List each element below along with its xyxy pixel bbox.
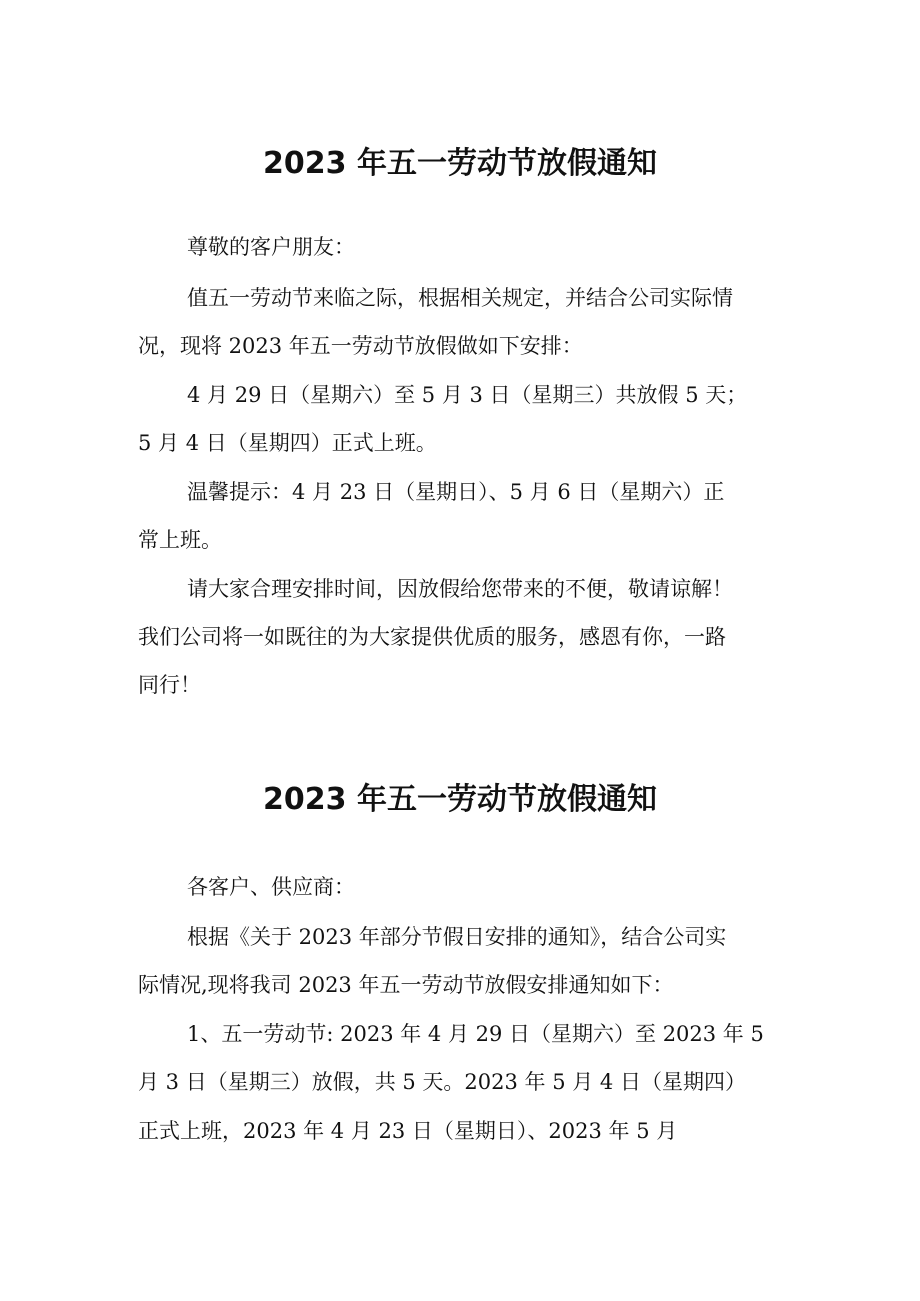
notice-2-title: 2023 年五一劳动节放假通知: [263, 782, 657, 817]
notice-1-title: 2023 年五一劳动节放假通知: [263, 146, 657, 181]
notice-1-line: 4 月 29 日（星期六）至 5 月 3 日（星期三）共放假 5 天；: [187, 383, 748, 407]
notice-2-line: 月 3 日（星期三）放假，共 5 天。2023 年 5 月 4 日（星期四）: [138, 1070, 746, 1094]
notice-1-line: 请大家合理安排时间，因放假给您带来的不便，敬请谅解！: [187, 577, 733, 601]
notice-1-salutation: 尊敬的客户朋友：: [187, 235, 355, 259]
notice-2-line: 根据《关于 2023 年部分节假日安排的通知》，结合公司实: [187, 925, 727, 949]
notice-2-line: 际情况,现将我司 2023 年五一劳动节放假安排通知如下：: [138, 973, 674, 997]
notice-1-line: 我们公司将一如既往的为大家提供优质的服务，感恩有你，一路: [138, 625, 726, 649]
notice-1-line: 值五一劳动节来临之际，根据相关规定，并结合公司实际情: [187, 286, 733, 310]
notice-1-line: 5 月 4 日（星期四）正式上班。: [138, 431, 437, 455]
notice-2-salutation: 各客户、供应商：: [187, 875, 355, 899]
notice-2-line: 正式上班，2023 年 4 月 23 日（星期日）、2023 年 5 月: [138, 1119, 678, 1143]
notice-1-line: 温馨提示：4 月 23 日（星期日）、5 月 6 日（星期六）正: [187, 480, 725, 504]
notice-2-line: 1、五一劳动节: 2023 年 4 月 29 日（星期六）至 2023 年 5: [187, 1022, 764, 1046]
notice-1-line: 常上班。: [138, 528, 222, 552]
notice-1-line: 况，现将 2023 年五一劳动节放假做如下安排：: [138, 334, 583, 358]
notice-1-line: 同行！: [138, 673, 201, 697]
